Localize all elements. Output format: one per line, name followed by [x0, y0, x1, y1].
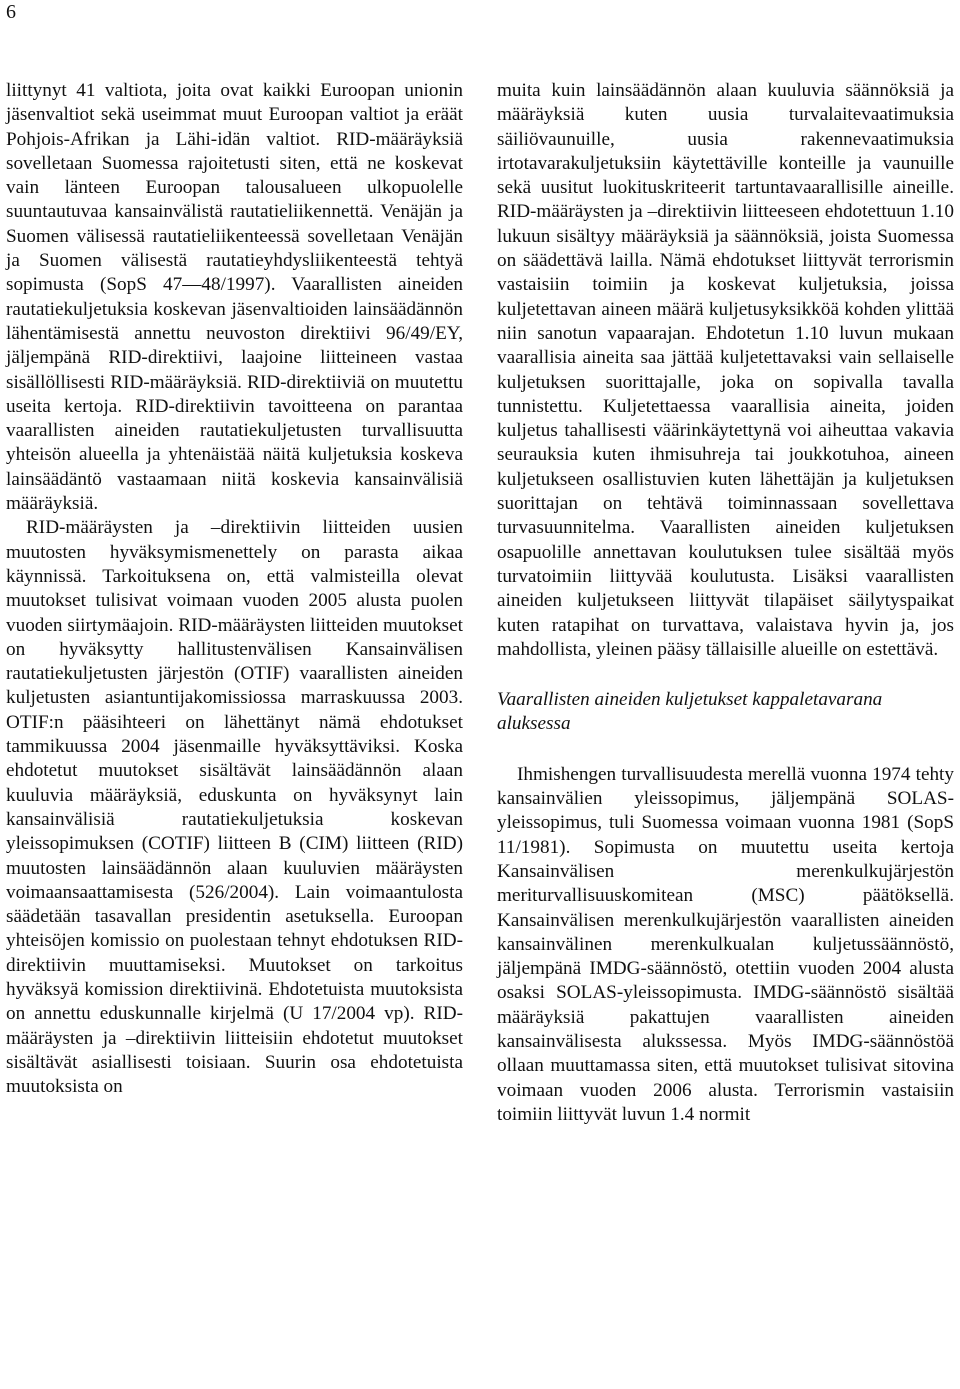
section-subheading: Vaarallisten aineiden kuljetukset kappaletavarana aluksessa [497, 689, 883, 735]
left-paragraph-2: RID-määräysten ja –direktiivin liitteiden uusien muutosten hyväksymismenettely on parasta aikaa käynnissä. Tarkoituksena on, että valmisteilla olevat muutokset tulisivat voimaan vuoden 2005 alusta puolen vuoden siirtymäajoin. RID-määräysten liitteiden muutokset on hyväksytty hallitustenvälisen Kansainvälisen rautatiekuljetusten järjestön (OTIF) vaarallisten aineiden kuljetusten asiantuntijakomissiossa marraskuussa 2003. OTIF:n pääsihteeri on lähettänyt nämä ehdotukset tammikuussa 2004 jäsenmaille hyväksyttäviksi. Koska ehdotetut muutokset sisältävät lainsäädännön alaan kuuluvia määräyksiä, eduskunta on hyväksynyt lain kansainvälisiä rautatiekuljetuksia koskevan yleissopimuksen (COTIF) liitteen B (CIM) liitteen (RID) muutosten lainsäädännön alaan kuuluvien määräysten voimaansaattamisesta (526/2004). Lain voimaantulosta säädetään tasavallan presidentin asetuksella. Euroopan yhteisöjen komissio on puolestaan tehnyt ehdotuksen RID-direktiivin muuttamiseksi. Muutokset on tarkoitus hyväksyä komission direktiivinä. Ehdotetuista muutoksista on annettu eduskunnalle kirjelmä (U 17/2004 vp). RID-määräysten ja –direktiivin liitteisiin ehdotetut muutokset sisältävät asiallisesti toisiaan. Suurin osa ehdotetuista muutoksista on [6, 517, 463, 1098]
left-column [6, 79, 463, 1099]
section-spacer [497, 662, 954, 688]
right-paragraph-bottom: Ihmishengen turvallisuudesta merellä vuonna 1974 tehty kansainvälien yleissopimus, jäljempänä SOLAS-yleissopimus, tuli Suomessa voimaan vuonna 1981 (SopS 11/1981). Sopimusta on muutettu useita kertoja Kansainvälisen merenkulkujärjestön meriturvallisuuskomitean (MSC) päätöksellä. Kansainvälisen merenkulkujärjestön vaarallisten aineiden kansainvälinen merenkulkualan kuljetussäännöstö, jäljempänä IMDG-säännöstö, otettiin vuoden 2004 alusta osaksi SOLAS-yleissopimusta. IMDG-säännöstö sisältää määräyksiä pakattujen vaarallisten aineiden kansainvälisesta alukssessa. Myös IMDG-säännöstöä ollaan muuttamassa siten, että muutokset tulisivat sitovina voimaan vuoden 2006 alusta. Terrorismin vastaisiin toimiin liittyvät luvun 1.4 normit [497, 763, 954, 1125]
left-paragraph-1: liittynyt 41 valtiota, joita ovat kaikki Euroopan unionin jäsenvaltiot sekä useimmat muut Euroopan valtiot ja eräät Pohjois-Afrikan ja Lähi-idän valtiot. RID-määräyksiä sovelletaan Suomessa rajoitetusti siten, että ne koskevat vain länteen Euroopan talousalueen ulkopuolelle suuntautuvaa kansainvälistä rautatieliikennettä. Venäjän ja Suomen välisessä rautatieliikenteessä sovelletaan Venäjän ja Suomen välisestä rautatieyhdysliikenteestä tehtyä sopimusta (SopS 47—48/1997). Vaarallisten aineiden rautatiekuljetuksia koskevan jäsenvaltioiden lainsäädännön lähentämisestä annettu neuvoston direktiivi 96/49/EY, jäljempänä RID-direktiivi, laajoine liitteineen vastaa sisällöllisesti RID-määräyksiä. RID-direktiiviä on muutettu useita kertoja. RID-direktiivin tavoitteena on parantaa vaarallisten aineiden rautatiekuljetusten turvallisuutta yhteisön alueella ja yhtenäistää näitä kuljetuksia koskeva lainsäädäntö vastaamaan niitä koskevia kansainvälisiä määräyksiä. [6, 80, 463, 515]
section-spacer-2 [497, 737, 954, 763]
page-number: 6 [6, 1, 16, 23]
right-column [497, 79, 954, 1127]
right-paragraph-top: muita kuin lainsäädännön alaan kuuluvia säännöksiä ja määräyksiä kuten uusia turvalaitevaatimuksia säiliövaunuille, uusia rakennevaatimuksia irtotavarakuljetuksiin käytettäville konteille ja vaunuille sekä uusitut luokituskriteerit tartuntavaarallisille aineille. RID-määräysten ja –direktiivin liitteeseen ehdotettuun 1.10 lukuun sisältyy määräyksiä ja säännöksiä, joista Suomessa on säädettävä lailla. Nämä ehdotukset liittyvät terrorismin vastaisiin toimiin ja koskevat kuljetuksia, joissa kuljetettavan aineen määrä kuljetusyksikköä kohden ylittää niin sanotun vapaarajan. Ehdotetun 1.10 luvun mukaan vaarallisia aineita saa jättää kuljetettavaksi vain sellaiselle kuljetuksen suorittajalle, joka on sopivalla tavalla tunnistettu. Kuljetettaessa vaarallisia aineita, joiden kuljetus tahallisesti väärinkäytettynä voi aiheuttaa vakavia seurauksia kuten ihmisuhreja tai joukkotuhoa, aineen kuljetukseen osallistuvien kuten lähettäjän ja kuljetuksen suorittajan on tehtävä toiminnassaan sovellettava turvasuunnitelma. Vaarallisten aineiden kuljetuksen osapuolille annettavan koulutuksen tulee sisältää myös turvatoimiin liittyvää koulutusta. Lisäksi vaarallisten aineiden kuljetukseen liittyvät tilapäiset säilytyspaikat kuten ratapihat on turvattava, valaistava hyvin ja, jos mahdollista, yleinen pääsy tällaisille alueille on estettävä. [497, 80, 954, 660]
